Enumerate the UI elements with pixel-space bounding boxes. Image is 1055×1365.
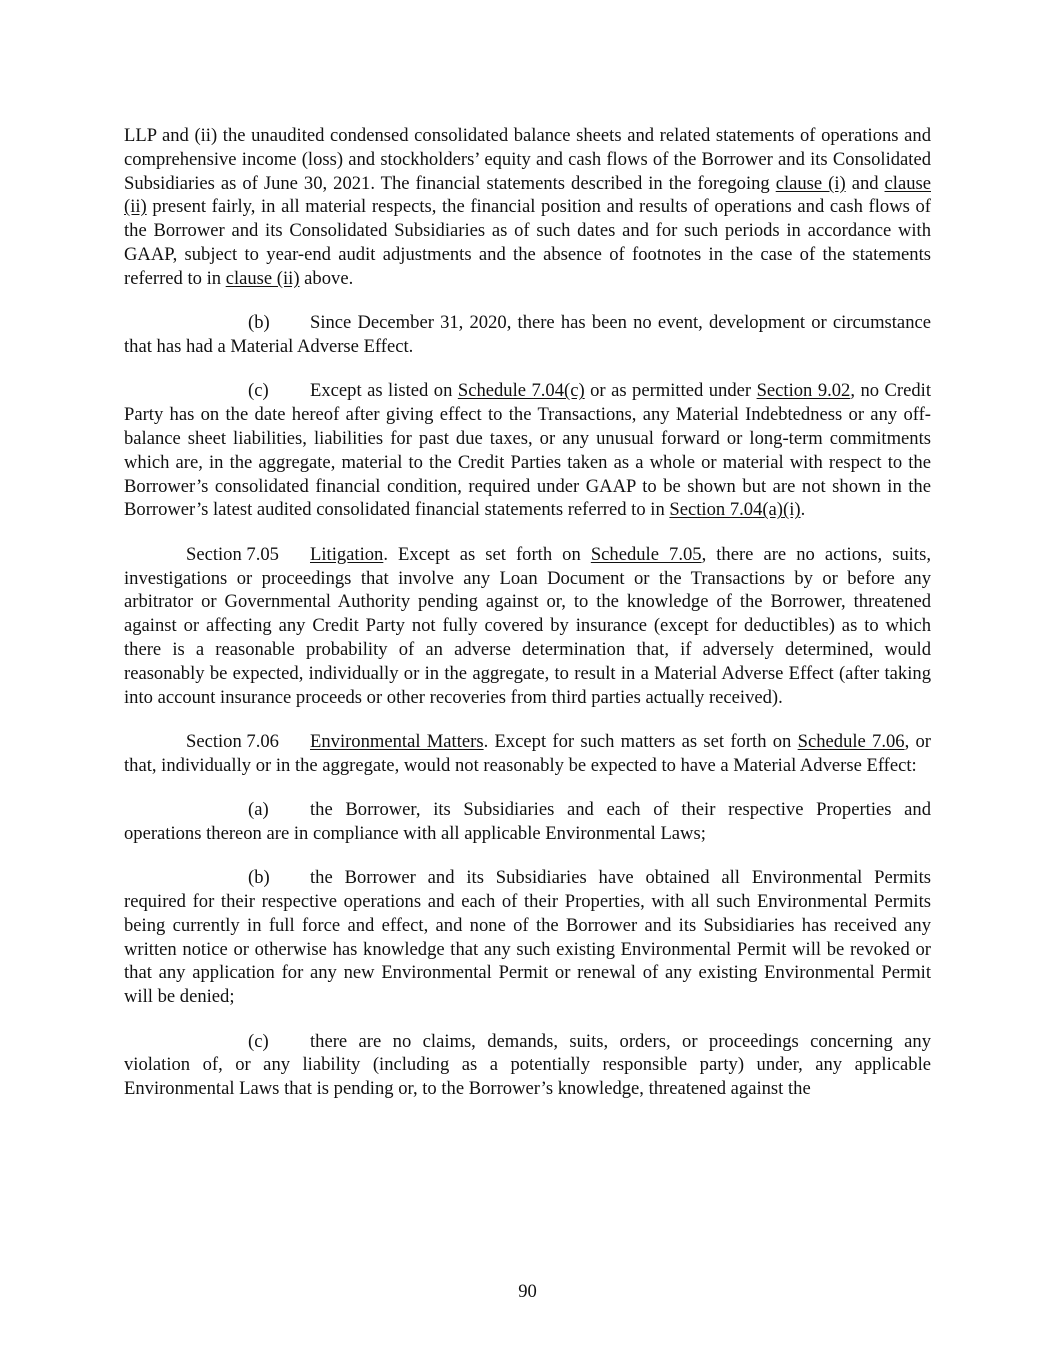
section-7-05-litigation	[124, 543, 931, 710]
section-9-02-reference: Section 9.02	[756, 380, 851, 402]
schedule-7-06-reference: Schedule 7.06	[797, 730, 905, 752]
clause-label: (c)	[248, 1030, 269, 1052]
page-number: 90	[518, 1281, 537, 1302]
clause-ii-reference: clause (ii)	[124, 172, 931, 218]
paragraph-b-permits	[124, 866, 931, 1009]
text: above.	[299, 267, 354, 289]
section-7-04-a-i-reference: Section 7.04(a)(i)	[669, 499, 801, 521]
clause-i-reference: clause (i)	[775, 172, 846, 194]
text: there are no claims, demands, suits, orders, or proceedings concerning any violation of, or any liability (including as a potentially responsible party) under, any applicable Environmental Laws that is pending or, to the Borrower’s knowledge, threatened against the	[124, 1030, 931, 1100]
text: .	[800, 499, 806, 521]
section-heading: Litigation	[310, 543, 384, 565]
text: the Borrower and its Subsidiaries have obtained all Environmental Permits required for their respective operations and each of their Properties, with all such Environmental Permits being currently in full force and effect, and none of the Borrower and its Subsidiaries has received any written notice or otherwise has knowledge that any such existing Environmental Permit will be revoked or that any application for any new Environmental Permit or renewal of any existing Environmental Permit will be denied;	[124, 867, 931, 1008]
text: Except as listed on	[310, 380, 458, 402]
paragraph-financial-statements	[124, 124, 931, 291]
section-number: Section 7.05	[186, 543, 279, 565]
schedule-7-05-reference: Schedule 7.05	[590, 543, 702, 565]
text: the Borrower, its Subsidiaries and each of their respective Properties and operations thereon are in compliance with all applicable Environmental Laws;	[124, 799, 931, 844]
text: LLP and (ii) the unaudited condensed consolidated balance sheets and related statements of operations and comprehensive income (loss) and stockholders’ equity and cash flows of the Borrower and its Consolidated Subsidiaries as of June 30, 2021. The financial statements described in the foregoing	[124, 125, 931, 194]
paragraph-a-compliance	[124, 798, 931, 846]
section-number: Section 7.06	[186, 730, 279, 752]
text: , no Credit Party has on the date hereof after giving effect to the Transactions, any Material Indebtedness or any off-balance sheet liabilities, liabilities for past due taxes, or any unusual forward or long-term commitments which are, in the aggregate, material to the Credit Parties taken as a whole or material with respect to the Borrower’s consolidated financial condition, required under GAAP to be shown but are not shown in the Borrower’s latest audited consolidated financial statements referred to in	[124, 380, 932, 521]
clause-ii-reference: clause (ii)	[225, 267, 300, 289]
section-heading: Environmental Matters	[310, 730, 484, 752]
paragraph-b-no-mae	[124, 311, 931, 359]
clause-label: (b)	[248, 312, 270, 334]
clause-label: (b)	[248, 867, 270, 889]
text: or as permitted under	[584, 380, 757, 402]
text: . Except for such matters as set forth on	[483, 730, 798, 752]
text: . Except as set forth on	[383, 543, 591, 565]
text: , or that, individually or in the aggregate, would not reasonably be expected to have a Material Adverse Effect:	[124, 730, 931, 776]
clause-label: (c)	[248, 380, 269, 402]
text: and	[845, 172, 885, 194]
paragraph-c-liabilities	[124, 379, 931, 522]
section-7-06-environmental	[124, 730, 931, 778]
document-page	[124, 124, 931, 1101]
clause-label: (a)	[248, 799, 269, 821]
schedule-7-04c-reference: Schedule 7.04(c)	[457, 380, 585, 402]
paragraph-c-claims	[124, 1030, 931, 1101]
text: present fairly, in all material respects, the financial position and results of operations and cash flows of the Borrower and its Consolidated Subsidiaries as of such dates and for such periods in accordance with GAAP, subject to year-end audit adjustments and the absence of footnotes in the case of the statements referred to in	[124, 196, 931, 289]
text: Since December 31, 2020, there has been no event, development or circumstance that has had a Material Adverse Effect.	[124, 312, 931, 357]
text: , there are no actions, suits, investigations or proceedings that involve any Loan Document or the Transactions by or before any arbitrator or Governmental Authority pending against or, to the knowledge of the Borrower, threatened against or affecting any Credit Party not fully covered by insurance (except for deductibles) as to which there is a reasonable probability of an adverse determination that, if adversely determined, would reasonably be expected, individually or in the aggregate, to result in a Material Adverse Effect (after taking into account insurance proceeds or other recoveries from third parties actually received).	[124, 543, 931, 708]
